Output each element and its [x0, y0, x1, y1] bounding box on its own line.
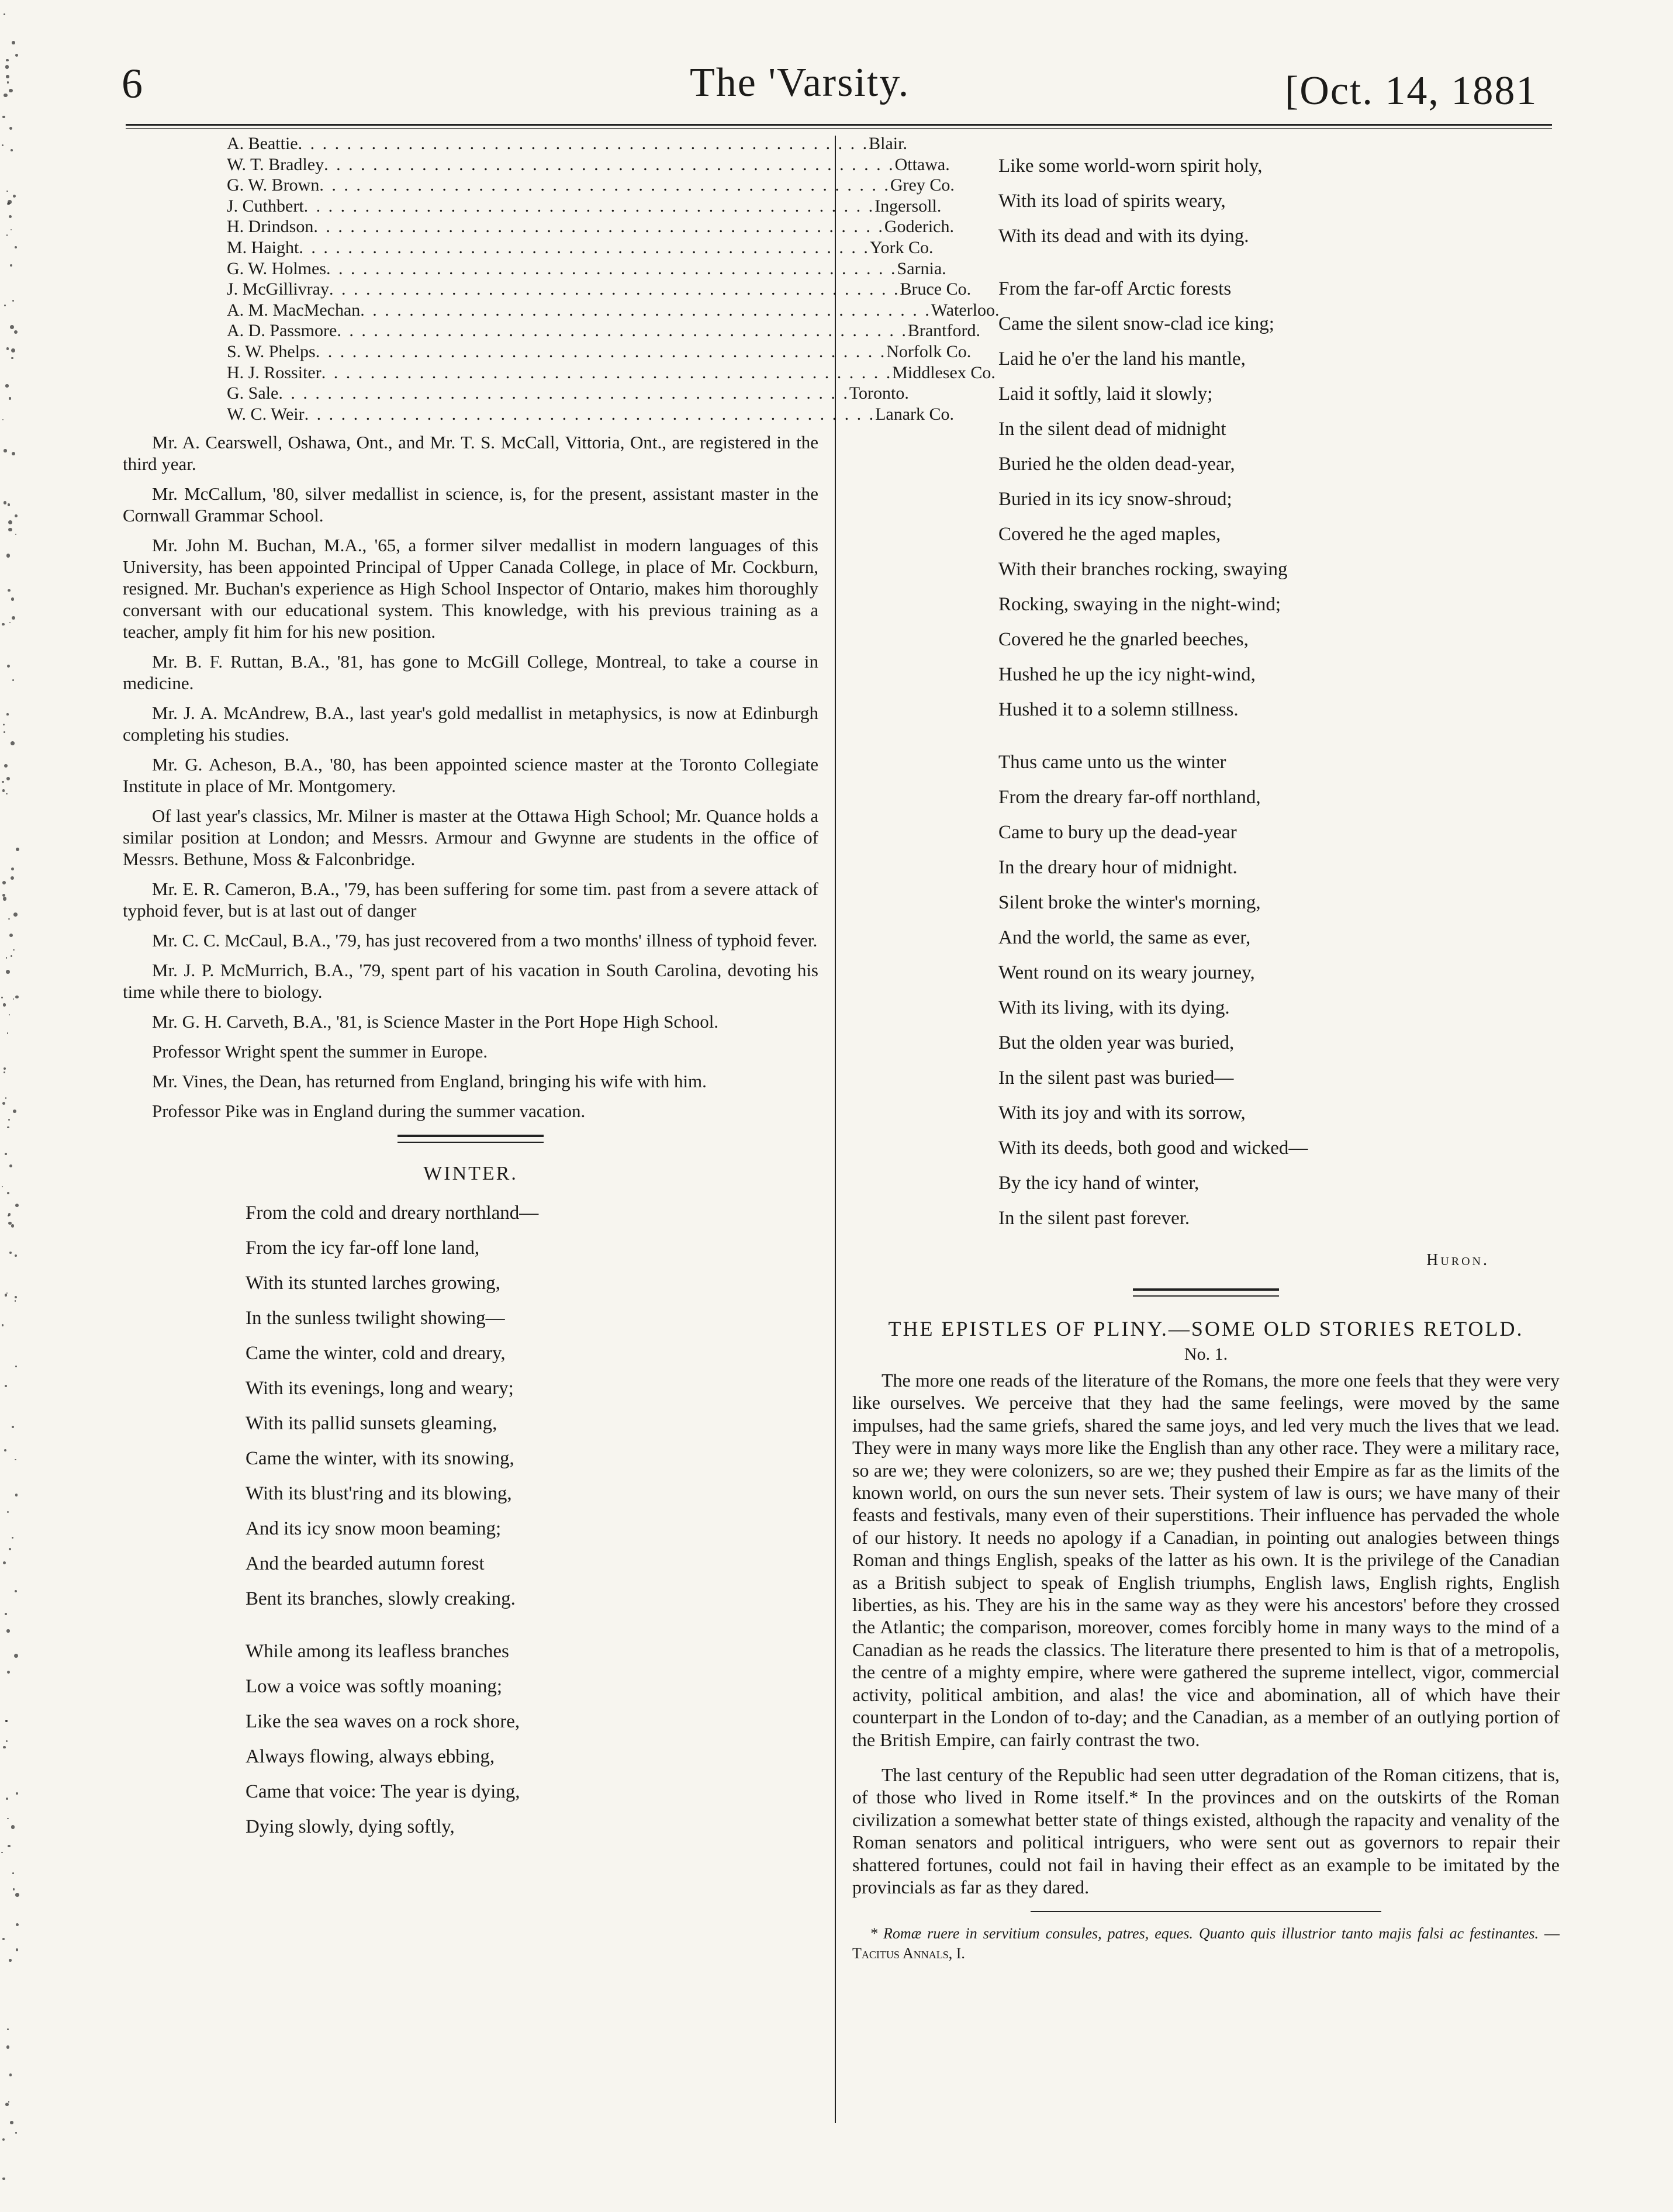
- speckle: [8, 1845, 10, 1847]
- speckle: [1, 1852, 3, 1854]
- speckle: [5, 1097, 6, 1098]
- speckle: [12, 1872, 14, 1874]
- student-name: J. Cuthbert: [227, 196, 304, 216]
- poem-line: Covered he the gnarled beeches,: [998, 629, 1249, 650]
- speckle: [2, 1324, 4, 1326]
- poem-author: Huron.: [1426, 1251, 1489, 1269]
- speckle: [8, 520, 12, 524]
- speckle: [3, 724, 5, 725]
- student-name: J. McGillivray: [227, 279, 329, 299]
- speckle: [5, 1153, 7, 1155]
- speckle: [13, 913, 18, 917]
- poem-line: Dying slowly, dying softly,: [246, 1816, 455, 1837]
- news-item: Mr. A. Cearswell, Oshawa, Ont., and Mr. T. S. McCall, Vittoria, Ont., are registered in the third year.: [123, 432, 818, 474]
- leader-dots: . . . . . . . . . . . . . . . . . . . . . . . . . . . . . . . . . . . . . . . . . . . . . . .: [329, 279, 900, 299]
- article-title: THE EPISTLES OF PLINY.—SOME OLD STORIES RETOLD.: [888, 1317, 1524, 1340]
- poem-line: With its dead and with its dying.: [998, 226, 1249, 247]
- poem-line: By the icy hand of winter,: [998, 1173, 1200, 1194]
- leader-dots: . . . . . . . . . . . . . . . . . . . . . . . . . . . . . . . . . . . . . . . . . . . . . . .: [321, 362, 893, 382]
- student-place: Sarnia.: [897, 258, 946, 278]
- poem-line: From the cold and dreary northland—: [246, 1202, 539, 1223]
- news-item: Mr. E. R. Cameron, B.A., '79, has been suffering for some tim. past from a severe attack of typhoid fever, but is at last out of danger: [123, 879, 818, 921]
- speckle: [11, 741, 15, 745]
- speckle: [2, 894, 5, 897]
- poem-line: Came that voice: The year is dying,: [246, 1781, 520, 1802]
- speckle: [4, 449, 6, 452]
- speckle: [12, 1537, 13, 1539]
- speckle: [10, 325, 14, 329]
- speckle: [15, 2132, 16, 2133]
- speckle: [5, 2103, 9, 2106]
- speckle: [14, 330, 18, 334]
- student-name: H. Drindson: [227, 217, 314, 237]
- poem-line: With its stunted larches growing,: [246, 1273, 500, 1294]
- page-number: 6: [122, 60, 143, 107]
- speckle: [2, 116, 5, 118]
- poem-line: With their branches rocking, swaying: [998, 559, 1288, 580]
- news-item: Of last year's classics, Mr. Milner is master at the Ottawa High School; Mr. Quance holds a similar position at London; and Messrs. Armour and Gwynne are students in the office of Messrs. Bethune, Moss & Falconbridge.: [123, 806, 818, 869]
- student-place: Bruce Co.: [900, 279, 972, 299]
- speckle: [15, 1300, 16, 1301]
- speckle: [6, 793, 7, 794]
- speckle: [2, 789, 5, 792]
- speckle: [2, 1938, 5, 1940]
- left-column: [123, 431, 818, 1862]
- poem-line: Like the sea waves on a rock shore,: [246, 1711, 520, 1732]
- speckle: [12, 452, 15, 455]
- student-place: Blair.: [869, 134, 907, 153]
- speckle: [12, 300, 14, 302]
- speckle: [4, 731, 5, 733]
- poem-line: Like some world-worn spirit holy,: [998, 155, 1263, 177]
- speckle: [7, 1032, 8, 1034]
- poem-line: In the silent past was buried—: [998, 1067, 1234, 1088]
- speckle: [9, 397, 12, 400]
- speckle: [16, 1792, 18, 1795]
- speckle: [8, 528, 12, 531]
- personal-notes: [123, 431, 818, 1122]
- speckle: [6, 554, 10, 557]
- speckle: [8, 200, 11, 203]
- speckle: [4, 501, 6, 504]
- section-separator: [1133, 1287, 1279, 1300]
- issue-date: [Oct. 14, 1881: [1285, 68, 1538, 113]
- poem-line: With its deeds, both good and wicked—: [998, 1138, 1308, 1159]
- poem-line: In the sunless twilight showing—: [246, 1308, 505, 1329]
- poem-line: Hushed he up the icy night-wind,: [998, 664, 1256, 685]
- student-row: [227, 133, 907, 154]
- speckle: [7, 1126, 9, 1128]
- footnote-rule: [1031, 1911, 1381, 1912]
- student-name: A. M. MacMechan: [227, 300, 361, 320]
- student-row: [227, 237, 934, 258]
- news-item: Mr. B. F. Ruttan, B.A., '81, has gone to McGill College, Montreal, to take a course in medicine.: [123, 651, 818, 693]
- student-place: Grey Co.: [890, 175, 955, 195]
- speckle: [8, 1213, 11, 1215]
- speckle: [2, 144, 4, 147]
- news-item: Mr. J. P. McMurrich, B.A., '79, spent part of his vacation in South Carolina, devoting his time while there to biology.: [123, 960, 818, 1002]
- poem-stanza: [998, 148, 1560, 254]
- speckle: [13, 949, 14, 951]
- speckle: [7, 81, 9, 83]
- speckle: [6, 347, 9, 350]
- poem-line: Came the winter, with its snowing,: [246, 1448, 514, 1469]
- poem-line: While among its leafless branches: [246, 1641, 509, 1662]
- news-item: Professor Wright spent the summer in Europe.: [152, 1041, 488, 1062]
- leader-dots: . . . . . . . . . . . . . . . . . . . . . . . . . . . . . . . . . . . . . . . . . . . . . . .: [299, 237, 870, 257]
- masthead-rule-thin: [126, 128, 1552, 129]
- speckle: [3, 1746, 5, 1748]
- speckle: [9, 127, 12, 130]
- article-body: [852, 1369, 1560, 1898]
- speckle: [15, 996, 19, 999]
- speckle: [6, 1292, 8, 1294]
- speckle: [8, 589, 10, 592]
- speckle: [4, 305, 5, 306]
- right-column: [852, 148, 1560, 1964]
- speckle: [8, 918, 10, 920]
- speckle: [8, 2101, 10, 2103]
- speckle: [13, 195, 16, 198]
- student-list: [227, 133, 1000, 424]
- speckle: [15, 1204, 19, 1207]
- student-row: [227, 196, 942, 217]
- leader-dots: . . . . . . . . . . . . . . . . . . . . . . . . . . . . . . . . . . . . . . . . . . . . . . .: [324, 154, 895, 174]
- speckle: [10, 264, 12, 267]
- speckle: [9, 1959, 11, 1961]
- poem-title: WINTER.: [423, 1163, 518, 1184]
- student-place: York Co.: [869, 237, 934, 257]
- poem-left-part: [123, 1195, 818, 1844]
- student-name: G. W. Brown: [227, 175, 320, 195]
- news-item: Mr. C. C. McCaul, B.A., '79, has just recovered from a two months' illness of typhoid fever.: [152, 930, 818, 951]
- speckle: [15, 1254, 17, 1257]
- speckle: [9, 622, 11, 623]
- article-paragraph: The more one reads of the literature of the Romans, the more one feels that they were very like ourselves. We perceive that they had the same feelings, were moved by the same impulses, had the same griefs, shared the same joys, and led very much the lives that we lead. They were in many ways more like the English than any other race. They were a military race, so are we; they were colonizers, so are we; they pushed their Empire as far as the limits of the known world, on ours the sun never sets. Their system of law is ours; we have many of their feasts and festivals, many even of their superstitions. Their influence has pervaded the whole of our history. It needs no apology if a Canadian, in pointing out analogies between things Roman and things English, speaks of the latter as his own. It is the privilege of the Canadian as a British subject to speak of English triumphs, English laws, English rights, English liberties, as his. They are his in the same way as they were his ancestors' before they crossed the Atlantic; the comparison, moreover, comes forcibly home in many ways to the mind of a Canadian as he reads the classics. The literature there presented to him is that of a metropolis, the centre of a mighty empire, where were gathered the supreme intellect, vigor, commercial activity, political ambition, and alas! the vice and abomination, all of which have their counterpart in the London of to-day; and the Canadian, as a member of an outlying portion of the British Empire, can fairly contrast the two.: [852, 1370, 1560, 1750]
- student-row: [227, 154, 950, 175]
- poem-line: With its load of spirits weary,: [998, 191, 1226, 212]
- poem-line: And its icy snow moon beaming;: [246, 1518, 502, 1539]
- speckle: [9, 2073, 12, 2076]
- article-number: No. 1.: [1184, 1345, 1228, 1364]
- speckle: [5, 384, 8, 387]
- student-name: A. D. Passmore: [227, 321, 337, 341]
- student-row: [227, 404, 955, 425]
- speckle: [15, 1494, 18, 1496]
- poem-line: Laid he o'er the land his mantle,: [998, 348, 1246, 369]
- newspaper-title: The 'Varsity.: [690, 60, 910, 105]
- footnote: [852, 1924, 1560, 1964]
- student-name: G. W. Holmes: [227, 258, 327, 278]
- news-item: Mr. John M. Buchan, M.A., '65, a former silver medallist in modern languages of this University, has been appointed Principal of Upper Canada College, in place of Mr. Cockburn, resigned. Mr. Buchan's experience as High School Inspector of Ontario, makes him thoroughly conversant with our educational system. This knowledge, with his previous training as a teacher, amply fit him for his new position.: [123, 535, 818, 642]
- student-row: [227, 300, 1000, 321]
- masthead-rule: [126, 124, 1552, 126]
- news-item: Mr. McCallum, '80, silver medallist in science, is, for the present, assistant master in the Cornwall Grammar School.: [123, 483, 818, 526]
- student-name: M. Haight: [227, 237, 299, 257]
- student-place: Ingersoll.: [874, 196, 942, 216]
- speckle: [2, 2178, 5, 2180]
- student-place: Ottawa.: [894, 154, 950, 174]
- speckle: [4, 94, 7, 97]
- poem-stanza: [998, 271, 1560, 727]
- speckle: [4, 1449, 6, 1451]
- speckle: [15, 1296, 17, 1298]
- poem-line: In the silent past forever.: [998, 1208, 1190, 1229]
- student-name: W. C. Weir: [227, 404, 305, 424]
- leader-dots: . . . . . . . . . . . . . . . . . . . . . . . . . . . . . . . . . . . . . . . . . . . . . . .: [304, 404, 876, 424]
- speckle: [6, 970, 10, 974]
- speckle: [2, 881, 6, 884]
- poem-line: With its pallid sunsets gleaming,: [246, 1413, 497, 1434]
- poem-line: From the dreary far-off northland,: [998, 787, 1261, 808]
- speckle: [12, 679, 14, 681]
- speckle: [11, 229, 12, 230]
- speckle: [6, 234, 8, 236]
- speckle: [6, 957, 7, 958]
- poem-line: From the icy far-off lone land,: [246, 1238, 480, 1259]
- leader-dots: . . . . . . . . . . . . . . . . . . . . . . . . . . . . . . . . . . . . . . . . . . . . . . .: [326, 258, 897, 278]
- poem-line: Went round on its weary journey,: [998, 962, 1255, 983]
- poem-line: Buried he the olden dead-year,: [998, 454, 1235, 475]
- poem-line: Buried in its icy snow-shroud;: [998, 489, 1232, 510]
- news-item: Mr. G. H. Carveth, B.A., '81, is Science Master in the Port Hope High School.: [152, 1011, 719, 1032]
- poem-line: In the dreary hour of midnight.: [998, 857, 1238, 878]
- speckle: [4, 1067, 6, 1070]
- leader-dots: . . . . . . . . . . . . . . . . . . . . . . . . . . . . . . . . . . . . . . . . . . . . . . .: [360, 300, 931, 320]
- speckle: [11, 357, 13, 359]
- poem-line: Low a voice was softly moaning;: [246, 1676, 502, 1697]
- speckle: [7, 1671, 10, 1674]
- speckle: [5, 65, 9, 68]
- footnote-source: —Tacitus Annals, I.: [852, 1925, 1560, 1962]
- poem-stanza: [998, 745, 1560, 1236]
- news-item: Mr. Vines, the Dean, has returned from England, bringing his wife with him.: [152, 1071, 707, 1091]
- student-row: [227, 341, 972, 362]
- speckle: [9, 1252, 12, 1254]
- speckle: [6, 75, 9, 78]
- speckle: [8, 1119, 10, 1121]
- speckle: [13, 1888, 15, 1890]
- speckle: [3, 1003, 6, 1007]
- speckle: [8, 1222, 12, 1225]
- speckle: [5, 1385, 7, 1387]
- poem-line: With its living, with its dying.: [998, 997, 1230, 1018]
- speckle: [15, 1459, 16, 1461]
- speckle: [16, 848, 19, 851]
- speckle: [9, 1548, 11, 1550]
- poem-line: From the far-off Arctic forests: [998, 278, 1232, 299]
- speckle: [12, 1426, 14, 1428]
- speckle: [2, 623, 4, 625]
- poem-line: Hushed it to a solemn stillness.: [998, 699, 1239, 720]
- leader-dots: . . . . . . . . . . . . . . . . . . . . . . . . . . . . . . . . . . . . . . . . . . . . . . .: [337, 321, 908, 341]
- poem-stanza: [246, 1195, 818, 1616]
- speckle: [5, 1294, 8, 1297]
- poem-line: Laid it softly, laid it slowly;: [998, 383, 1213, 405]
- news-item: Mr. J. A. McAndrew, B.A., last year's gold medallist in metaphysics, is now at Edinburgh completing his studies.: [123, 703, 818, 745]
- poem-line: With its joy and with its sorrow,: [998, 1102, 1246, 1124]
- speckle: [11, 348, 15, 352]
- speckle: [2, 1186, 3, 1187]
- speckle: [15, 1893, 19, 1897]
- speckle: [4, 13, 5, 15]
- speckle: [10, 2121, 13, 2124]
- poem-line: Silent broke the winter's morning,: [998, 892, 1261, 913]
- section-separator: [397, 1133, 544, 1146]
- speckle: [5, 1613, 7, 1615]
- poem-line: Came the winter, cold and dreary,: [246, 1343, 506, 1364]
- poem-line: Thus came unto us the winter: [998, 752, 1226, 773]
- leader-dots: . . . . . . . . . . . . . . . . . . . . . . . . . . . . . . . . . . . . . . . . . . . . . . .: [278, 383, 849, 403]
- speckle: [9, 215, 12, 218]
- speckle: [7, 1818, 9, 1820]
- column-divider: [835, 136, 836, 2123]
- speckle: [9, 89, 13, 93]
- speckle: [6, 191, 8, 192]
- poem-line: With its blust'ring and its blowing,: [246, 1483, 512, 1504]
- speckle: [1, 997, 3, 998]
- poem-line: In the silent dead of midnight: [998, 419, 1226, 440]
- speckle: [6, 59, 9, 62]
- speckle: [9, 1014, 10, 1015]
- student-name: S. W. Phelps: [227, 341, 316, 361]
- speckle: [6, 1629, 9, 1632]
- poem-right-part: [852, 148, 1560, 1236]
- speckle: [11, 876, 15, 880]
- speckle: [2, 781, 4, 783]
- poem-line: And the bearded autumn forest: [246, 1553, 485, 1574]
- student-name: H. J. Rossiter: [227, 362, 322, 382]
- leader-dots: . . . . . . . . . . . . . . . . . . . . . . . . . . . . . . . . . . . . . . . . . . . . . . .: [298, 134, 869, 153]
- speckle: [11, 1224, 15, 1228]
- speckle: [2, 1102, 5, 1105]
- student-place: Brantford.: [907, 321, 980, 341]
- poem-line: With its evenings, long and weary;: [246, 1378, 514, 1399]
- student-place: Lanark Co.: [875, 404, 955, 424]
- leader-dots: . . . . . . . . . . . . . . . . . . . . . . . . . . . . . . . . . . . . . . . . . . . . . . .: [303, 196, 875, 216]
- speckle: [15, 246, 17, 248]
- speckle: [13, 1110, 16, 1113]
- speckle: [12, 41, 15, 44]
- student-row: [227, 362, 995, 383]
- speckle: [6, 713, 8, 715]
- student-place: Middlesex Co.: [892, 362, 995, 382]
- speckle: [6, 1740, 8, 1742]
- speckle: [7, 2028, 9, 2030]
- student-row: [227, 175, 955, 196]
- leader-dots: . . . . . . . . . . . . . . . . . . . . . . . . . . . . . . . . . . . . . . . . . . . . . . .: [319, 175, 890, 195]
- poem-line: Came the silent snow-clad ice king;: [998, 313, 1274, 334]
- leader-dots: . . . . . . . . . . . . . . . . . . . . . . . . . . . . . . . . . . . . . . . . . . . . . . .: [313, 217, 884, 237]
- speckle: [2, 419, 4, 420]
- speckle: [15, 514, 18, 517]
- speckle: [15, 54, 18, 57]
- speckle: [6, 777, 10, 780]
- speckle: [15, 534, 16, 535]
- student-place: Norfolk Co.: [886, 341, 972, 361]
- speckle: [11, 867, 14, 870]
- student-row: [227, 279, 972, 300]
- article-paragraph: The last century of the Republic had seen utter degradation of the Roman citizens, that is, of those who lived in Rome itself.* In the provinces and on the outskirts of the Roman civilization a somewhat better state of things existed, although the rapacity and venality of the Roman senators and political intriguers, who were sent out as governors to repair their shattered fortunes, could not fail in having their effect as an example to be imitated by the provincials as far as they dared.: [852, 1764, 1560, 1898]
- speckle: [7, 665, 10, 668]
- speckle: [9, 934, 13, 938]
- poem-line: Covered he the aged maples,: [998, 524, 1221, 545]
- speckle: [15, 1366, 17, 1367]
- student-place: Toronto.: [849, 383, 909, 403]
- poem-line: Always flowing, always ebbing,: [246, 1746, 495, 1767]
- speckle: [14, 1654, 18, 1658]
- speckle: [11, 597, 15, 601]
- poem-stanza: [246, 1634, 818, 1844]
- footnote-text: * Romæ ruere in servitium consules, patres, eques. Quanto quis illustrior tanto majis falsi ac festinantes.: [870, 1925, 1539, 1943]
- speckle: [5, 1720, 8, 1722]
- speckle: [16, 1923, 19, 1926]
- speckle: [6, 1798, 8, 1800]
- speckle: [11, 955, 12, 957]
- speckle: [7, 1511, 9, 1513]
- speckle: [12, 616, 15, 620]
- student-place: Goderich.: [884, 217, 954, 237]
- news-item: Professor Pike was in England during the summer vacation.: [152, 1101, 586, 1121]
- student-place: Waterloo.: [931, 300, 1000, 320]
- news-item: Mr. G. Acheson, B.A., '80, has been appointed science master at the Toronto Collegiate Institute in place of Mr. Montgomery.: [123, 754, 818, 796]
- poem-line: Bent its branches, slowly creaking.: [246, 1588, 516, 1609]
- speckle: [3, 1561, 6, 1564]
- student-row: [227, 383, 909, 404]
- speckle: [16, 1948, 18, 1951]
- speckle: [13, 998, 14, 1000]
- speckle: [6, 2045, 10, 2049]
- student-name: G. Sale: [227, 383, 279, 403]
- poem-line: Came to bury up the dead-year: [998, 822, 1237, 843]
- poem-line: Rocking, swaying in the night-wind;: [998, 594, 1281, 615]
- leader-dots: . . . . . . . . . . . . . . . . . . . . . . . . . . . . . . . . . . . . . . . . . . . . . . .: [315, 341, 887, 361]
- student-row: [227, 258, 946, 279]
- speckle: [8, 503, 10, 506]
- speckle: [15, 1590, 17, 1592]
- poem-line: But the olden year was buried,: [998, 1032, 1235, 1053]
- speckle: [11, 1825, 15, 1829]
- speckle: [9, 1164, 13, 1168]
- speckle: [11, 149, 13, 151]
- student-name: W. T. Bradley: [227, 154, 324, 174]
- speckle: [2, 2138, 5, 2141]
- student-row: [227, 216, 954, 237]
- speckle: [3, 897, 7, 901]
- student-name: A. Beattie: [227, 134, 298, 153]
- speckle: [4, 764, 8, 768]
- student-row: [227, 320, 980, 341]
- speckle: [4, 1072, 5, 1073]
- poem-line: And the world, the same as ever,: [998, 927, 1251, 948]
- speckle: [7, 1192, 9, 1194]
